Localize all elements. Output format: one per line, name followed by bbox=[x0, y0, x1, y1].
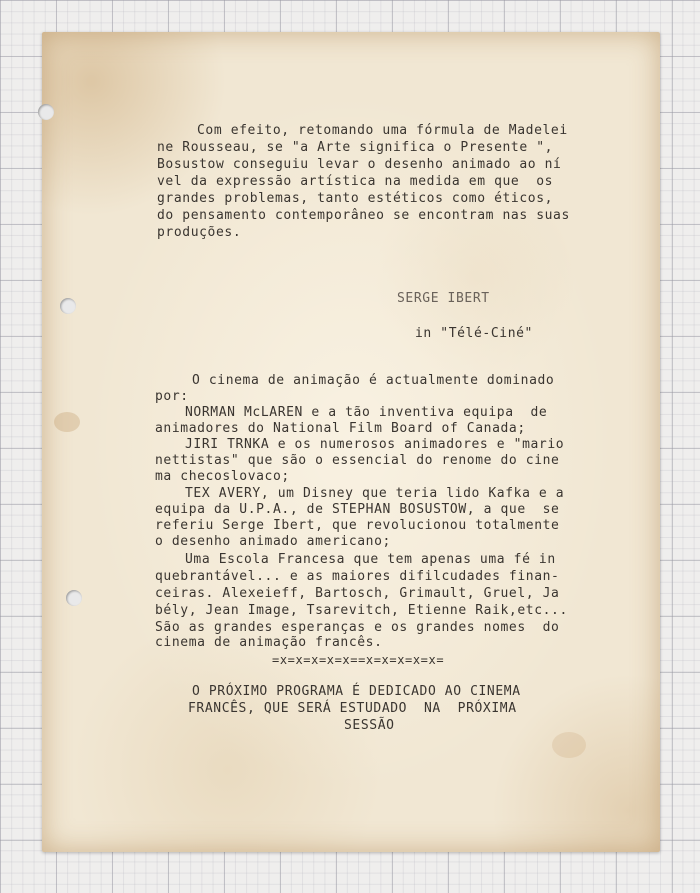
attribution-author: SERGE IBERT bbox=[397, 291, 490, 306]
body-line: NORMAN McLAREN e a tão inventiva equipa de bbox=[185, 405, 548, 420]
quote-line: Com efeito, retomando uma fórmula de Madelei bbox=[197, 123, 568, 138]
age-stain bbox=[54, 412, 80, 432]
body-line: TEX AVERY, um Disney que teria lido Kafka e a bbox=[185, 486, 565, 501]
quote-line: do pensamento contemporâneo se encontram nas suas bbox=[157, 208, 570, 223]
body-line: São as grandes esperanças e os grandes nomes do bbox=[155, 620, 560, 635]
closing-line: O PRÓXIMO PROGRAMA É DEDICADO AO CINEMA bbox=[192, 684, 521, 699]
separator-line: =x=x=x=x=x==x=x=x=x=x= bbox=[272, 653, 445, 667]
body-line: bély, Jean Image, Tsarevitch, Etienne Raik,etc... bbox=[155, 603, 568, 618]
body-line: animadores do National Film Board of Canada; bbox=[155, 421, 526, 436]
punch-hole-middle bbox=[60, 298, 76, 314]
age-stain bbox=[552, 732, 586, 758]
quote-line: vel da expressão artística na medida em que os bbox=[157, 174, 554, 189]
body-line: referiu Serge Ibert, que revolucionou totalmente bbox=[155, 518, 560, 533]
body-line: nettistas" que são o essencial do renome do cine bbox=[155, 453, 560, 468]
attribution-source: in "Télé-Ciné" bbox=[415, 326, 533, 341]
quote-line: produções. bbox=[157, 225, 242, 240]
body-line: quebrantável... e as maiores difilcudades finan- bbox=[155, 569, 560, 584]
quote-line: Bosustow conseguiu levar o desenho animado ao ní bbox=[157, 157, 562, 172]
body-line: ma checoslovaco; bbox=[155, 469, 290, 484]
quote-line: grandes problemas, tanto estéticos como éticos, bbox=[157, 191, 554, 206]
body-line: por: bbox=[155, 389, 189, 404]
body-line: cinema de animação francês. bbox=[155, 635, 383, 650]
body-line: JIRI TRNKA e os numerosos animadores e "mario bbox=[185, 437, 565, 452]
body-line: equipa da U.P.A., de STEPHAN BOSUSTOW, a que se bbox=[155, 502, 560, 517]
closing-line: SESSÃO bbox=[344, 718, 395, 733]
typewritten-page bbox=[42, 32, 660, 852]
closing-line: FRANCÊS, QUE SERÁ ESTUDADO NA PRÓXIMA bbox=[188, 701, 517, 716]
body-line: Uma Escola Francesa que tem apenas uma fé in bbox=[185, 552, 556, 567]
body-line: o desenho animado americano; bbox=[155, 534, 391, 549]
punch-hole-bottom bbox=[66, 590, 82, 606]
body-line: O cinema de animação é actualmente dominado bbox=[192, 373, 555, 388]
punch-hole-top bbox=[38, 104, 54, 120]
body-line: ceiras. Alexeieff, Bartosch, Grimault, Gruel, Ja bbox=[155, 586, 560, 601]
quote-line: ne Rousseau, se "a Arte significa o Presente ", bbox=[157, 140, 554, 155]
